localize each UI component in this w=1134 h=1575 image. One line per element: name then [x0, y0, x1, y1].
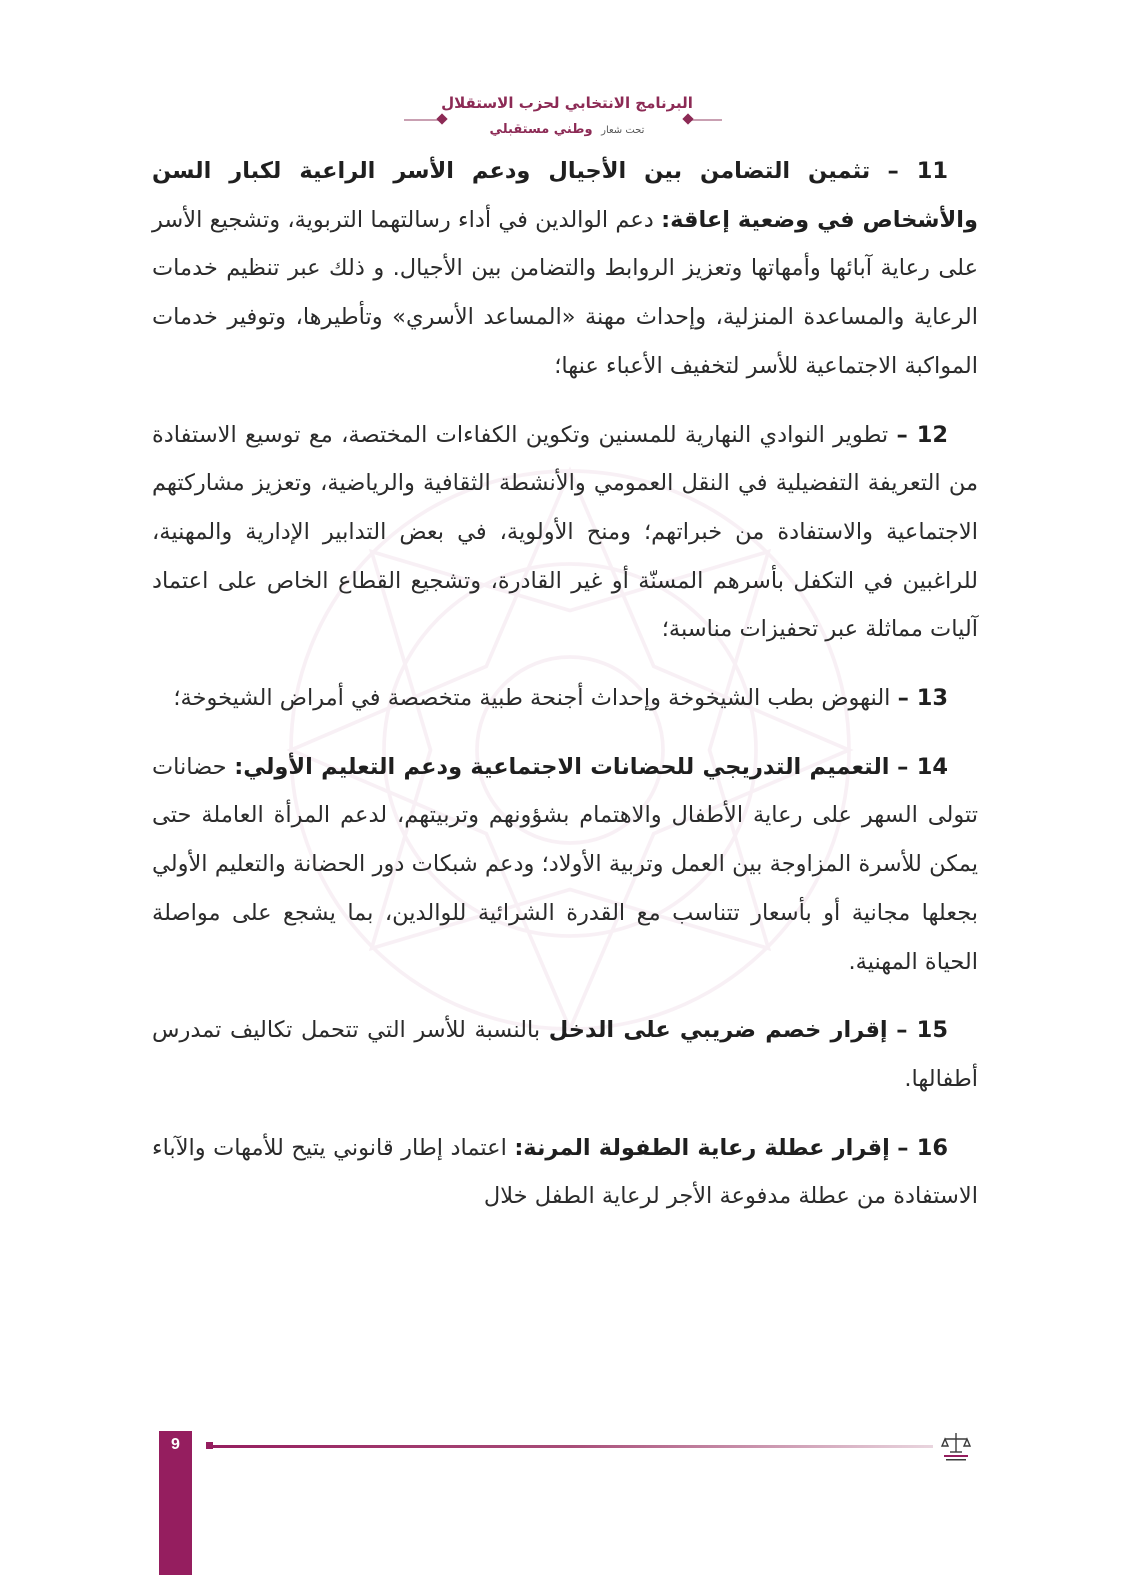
item-number: 12 – — [896, 421, 949, 448]
item-text: دعم الوالدين في أداء رسالتهما التربوية، وتشجيع الأسر على رعاية آبائها وأمهاتها وتعزيز الروابط والتضامن بين الأجيال. و ذلك عبر تنظيم خدمات الرعاية والمساعدة المنزلية، وإحداث مهنة «المساعد الأسري» وتأطيرها، وتوفير خدمات المواكبة الاجتماعية للأسر لتخفيف الأعباء عنها؛ — [152, 206, 978, 379]
item-number: 14 – — [897, 753, 948, 780]
item-heading: إقرار عطلة رعاية الطفولة المرنة: — [514, 1134, 890, 1161]
list-item — [152, 743, 978, 987]
item-text: تطوير النوادي النهارية للمسنين وتكوين الكفاءات المختصة، مع توسيع الاستفادة من التعريفة التفضيلية في النقل العمومي والأنشطة الثقافية والرياضية، وتعزيز مشاركتهم الاجتماعية والاستفادة من خبراتهم؛ ومنح الأولوية، في بعض التدابير الإدارية والمهنية، للراغبين في التكفل بأسرهم المسنّة أو غير القادرة، وتشجيع القطاع الخاص على اعتماد آليات مماثلة عبر تحفيزات مناسبة؛ — [152, 421, 978, 643]
header-subtitle — [0, 122, 1134, 137]
item-number: 16 – — [897, 1134, 948, 1161]
header-slogan: وطني مستقبلي — [489, 122, 593, 137]
item-heading: التعميم التدريجي للحضانات الاجتماعية ودعم التعليم الأولي: — [234, 753, 890, 780]
list-item — [152, 1124, 978, 1221]
item-text: بالنسبة للأسر التي تتحمل تكاليف تمدرس أطفالها. — [152, 1017, 978, 1092]
list-item — [152, 674, 978, 723]
list-item — [152, 1006, 978, 1103]
document-body — [152, 147, 978, 1235]
list-item — [152, 147, 978, 391]
item-number: 13 – — [897, 685, 948, 712]
party-logo-icon — [940, 1430, 972, 1464]
header-title: البرنامج الانتخابي لحزب الاستقلال — [441, 94, 693, 112]
item-text: النهوض بطب الشيخوخة وإحداث أجنحة طبية متخصصة في أمراض الشيخوخة؛ — [173, 685, 891, 712]
footer-rule — [208, 1445, 933, 1448]
item-number: 15 – — [896, 1017, 948, 1044]
item-heading: تثمين التضامن بين الأجيال ودعم الأسر الراعية لكبار السن والأشخاص في وضعية إعاقة: — [152, 158, 979, 233]
item-text: اعتماد إطار قانوني يتيح للأمهات والآباء الاستفادة من عطلة مدفوعة الأجر لرعاية الطفل خلال — [152, 1134, 978, 1210]
page-header — [0, 94, 1134, 144]
item-text: حضانات تتولى السهر على رعاية الأطفال والاهتمام بشؤونهم وتربيتهم، لدعم المرأة العاملة حتى يمكن للأسرة المزاوجة بين العمل وتربية الأولاد؛ ودعم شبكات دور الحضانة والتعليم الأولي بجعلها مجانية أو بأسعار تتناسب مع القدرة الشرائية للوالدين، بما يشجع على مواصلة الحياة المهنية. — [152, 753, 978, 975]
item-number: 11 – — [887, 158, 948, 184]
header-subtitle-prefix: تحت شعار — [601, 125, 645, 136]
page-number: 9 — [171, 1436, 180, 1453]
list-item — [152, 411, 978, 655]
item-heading: إقرار خصم ضريبي على الدخل — [548, 1017, 888, 1044]
